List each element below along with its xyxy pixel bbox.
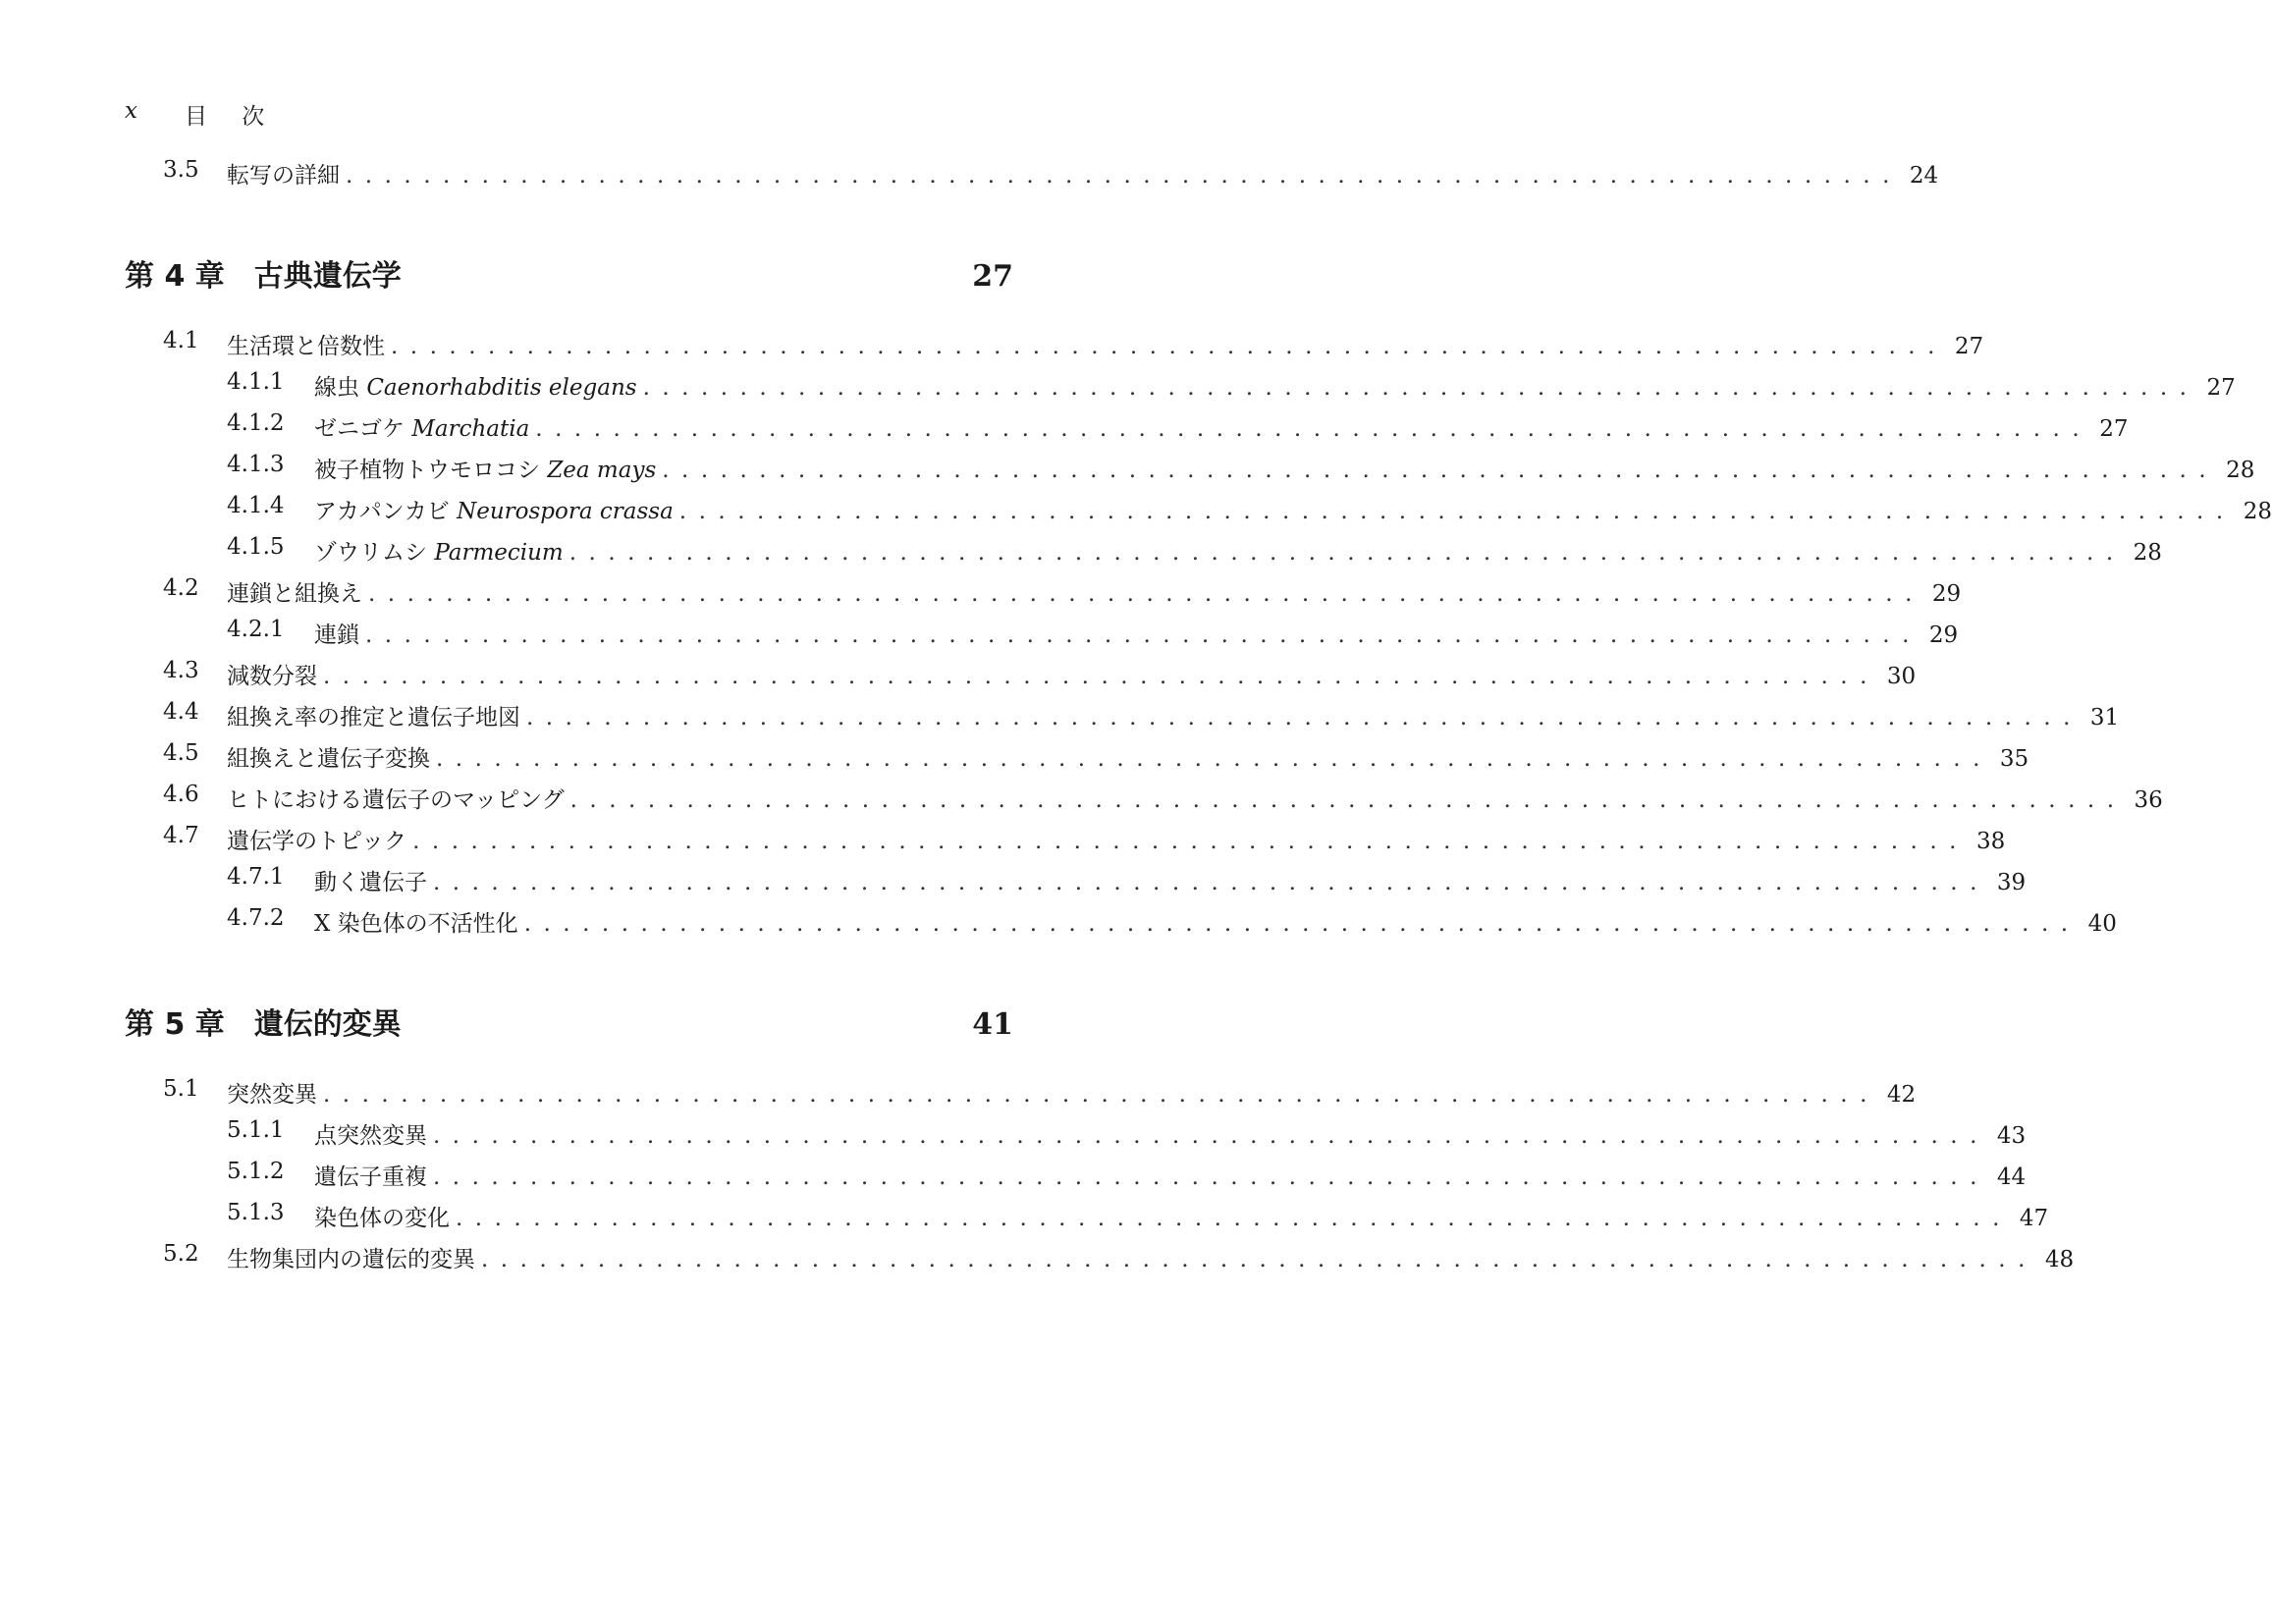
dot-leader: ................................................................................ — [569, 787, 2127, 813]
toc-subsection[interactable] — [0, 410, 2129, 446]
entry-number: 5.2 — [163, 1241, 199, 1267]
dot-leader: ................................................................................ — [662, 458, 2219, 483]
dot-leader: ................................................................................ — [323, 1082, 1879, 1108]
entry-latin-name: Neurospora crassa — [457, 499, 674, 524]
dot-leader: ................................................................................ — [412, 829, 1969, 854]
entry-page: 29 — [1928, 623, 1959, 648]
toc-section[interactable] — [0, 575, 1962, 611]
toc-subsection[interactable] — [0, 864, 2027, 899]
entry-title: 遺伝子重複 — [314, 1164, 427, 1190]
entry-title: 動く遺伝子 — [314, 870, 427, 895]
toc-section[interactable] — [0, 1241, 2075, 1276]
entry-page: 30 — [1886, 664, 1917, 689]
running-header — [125, 98, 278, 131]
entry-title: 転写の詳細 — [227, 163, 340, 189]
dot-leader: ................................................................................ — [678, 499, 2236, 524]
entry-title: 連鎖と組換え — [227, 581, 362, 607]
dot-leader: ................................................................................ — [481, 1247, 2037, 1272]
chapter-heading[interactable] — [125, 1000, 1013, 1043]
entry-page: 28 — [2226, 458, 2255, 483]
entry-title: 染色体の変化 — [314, 1206, 450, 1231]
entry-page: 28 — [2133, 540, 2162, 566]
entry-number: 4.5 — [163, 740, 199, 766]
entry-title: 点突然変異 — [314, 1123, 427, 1149]
entry-page: 24 — [1909, 163, 1939, 189]
chapter-page: 27 — [972, 259, 1013, 294]
entry-page: 47 — [2019, 1206, 2049, 1231]
entry-page: 27 — [2099, 416, 2129, 442]
entry-title: X 染色体の不活性化 — [314, 911, 518, 937]
header-title: 目 次 — [184, 104, 279, 130]
toc-section[interactable] — [0, 782, 2163, 817]
entry-number: 4.2.1 — [227, 617, 285, 642]
dot-leader: ................................................................................ — [535, 416, 2092, 442]
toc-subsection[interactable] — [0, 905, 2117, 941]
entry-title: 減数分裂 — [227, 664, 317, 689]
entry-number: 4.4 — [163, 699, 199, 725]
toc-section[interactable] — [0, 699, 2120, 734]
entry-page: 35 — [1999, 746, 2029, 772]
entry-page: 27 — [2206, 375, 2236, 401]
toc-section[interactable] — [0, 1076, 1917, 1111]
entry-number: 5.1 — [163, 1076, 199, 1102]
entry-number: 4.7 — [163, 823, 199, 848]
entry-title: ヒトにおける遺伝子のマッピング — [227, 787, 565, 813]
entry-latin-name: Caenorhabditis elegans — [366, 375, 637, 401]
entry-number: 4.1.1 — [227, 369, 285, 395]
entry-page: 29 — [1931, 581, 1962, 607]
entry-number: 4.1 — [163, 328, 199, 353]
entry-page: 27 — [1954, 334, 1984, 359]
entry-title: ゼニゴケ — [314, 416, 405, 442]
entry-number: 4.7.1 — [227, 864, 285, 890]
entry-page: 43 — [1996, 1123, 2027, 1149]
toc-subsection[interactable] — [0, 1117, 2027, 1153]
dot-leader: ................................................................................ — [391, 334, 1947, 359]
entry-title: 生活環と倍数性 — [227, 334, 385, 359]
entry-title: 連鎖 — [314, 623, 359, 648]
dot-leader: ................................................................................ — [523, 911, 2081, 937]
toc-section[interactable] — [0, 658, 1917, 693]
entry-latin-name: Parmecium — [434, 540, 564, 566]
toc-subsection[interactable] — [0, 617, 1959, 652]
toc-section[interactable] — [0, 157, 1939, 192]
toc-subsection[interactable] — [0, 1200, 2049, 1235]
entry-title: 組換えと遺伝子変換 — [227, 746, 430, 772]
toc-section[interactable] — [0, 740, 2029, 776]
dot-leader: ................................................................................ — [346, 163, 1902, 189]
entry-title: 突然変異 — [227, 1082, 317, 1108]
chapter-page: 41 — [972, 1007, 1013, 1042]
entry-number: 4.1.5 — [227, 534, 285, 560]
entry-number: 5.1.3 — [227, 1200, 285, 1225]
entry-number: 4.1.3 — [227, 452, 285, 477]
toc-subsection[interactable] — [0, 493, 2272, 528]
chapter-title: 遺伝的変異 — [253, 1007, 402, 1042]
entry-title: 被子植物トウモロコシ — [314, 458, 540, 483]
entry-title: 遺伝学のトピック — [227, 829, 407, 854]
entry-page: 48 — [2044, 1247, 2075, 1272]
dot-leader: ................................................................................ — [433, 1123, 1989, 1149]
entry-title: ゾウリムシ — [314, 540, 427, 566]
toc-section[interactable] — [0, 823, 2006, 858]
entry-number: 4.2 — [163, 575, 199, 601]
toc-section[interactable] — [0, 328, 1984, 363]
entry-number: 4.1.2 — [227, 410, 285, 436]
entry-title: 線虫 — [314, 375, 359, 401]
entry-title: 組換え率の推定と遺伝子地図 — [227, 705, 520, 731]
chapter-heading[interactable] — [125, 251, 1013, 295]
entry-number: 4.1.4 — [227, 493, 285, 518]
dot-leader: ................................................................................ — [642, 375, 2199, 401]
entry-latin-name: Zea mays — [547, 458, 657, 483]
entry-page: 31 — [2089, 705, 2120, 731]
dot-leader: ................................................................................ — [436, 746, 1992, 772]
toc-subsection[interactable] — [0, 369, 2236, 405]
entry-number: 4.3 — [163, 658, 199, 683]
toc-subsection[interactable] — [0, 534, 2162, 569]
entry-page: 38 — [1975, 829, 2006, 854]
entry-number: 3.5 — [163, 157, 199, 183]
entry-page: 39 — [1996, 870, 2027, 895]
entry-number: 4.7.2 — [227, 905, 285, 931]
dot-leader: ................................................................................ — [526, 705, 2083, 731]
chapter-number: 第 4 章 — [125, 259, 225, 294]
header-page-number: x — [125, 98, 137, 124]
entry-number: 5.1.1 — [227, 1117, 285, 1143]
chapter-number: 第 5 章 — [125, 1007, 225, 1042]
entry-number: 5.1.2 — [227, 1159, 285, 1184]
entry-latin-name: Marchatia — [411, 416, 530, 442]
entry-page: 40 — [2087, 911, 2117, 937]
entry-page: 36 — [2134, 787, 2163, 813]
toc-subsection[interactable] — [0, 1159, 2027, 1194]
dot-leader: ................................................................................ — [365, 623, 1921, 648]
chapter-title: 古典遺伝学 — [253, 259, 402, 294]
dot-leader: ................................................................................ — [368, 581, 1924, 607]
dot-leader: ................................................................................ — [568, 540, 2126, 566]
entry-page: 42 — [1886, 1082, 1917, 1108]
entry-title: 生物集団内の遺伝的変異 — [227, 1247, 475, 1272]
dot-leader: ................................................................................ — [456, 1206, 2012, 1231]
dot-leader: ................................................................................ — [433, 870, 1989, 895]
entry-title: アカパンカビ — [314, 499, 450, 524]
dot-leader: ................................................................................ — [433, 1164, 1989, 1190]
dot-leader: ................................................................................ — [323, 664, 1879, 689]
entry-number: 4.6 — [163, 782, 199, 807]
entry-page: 28 — [2243, 499, 2272, 524]
toc-subsection[interactable] — [0, 452, 2255, 487]
entry-page: 44 — [1996, 1164, 2027, 1190]
